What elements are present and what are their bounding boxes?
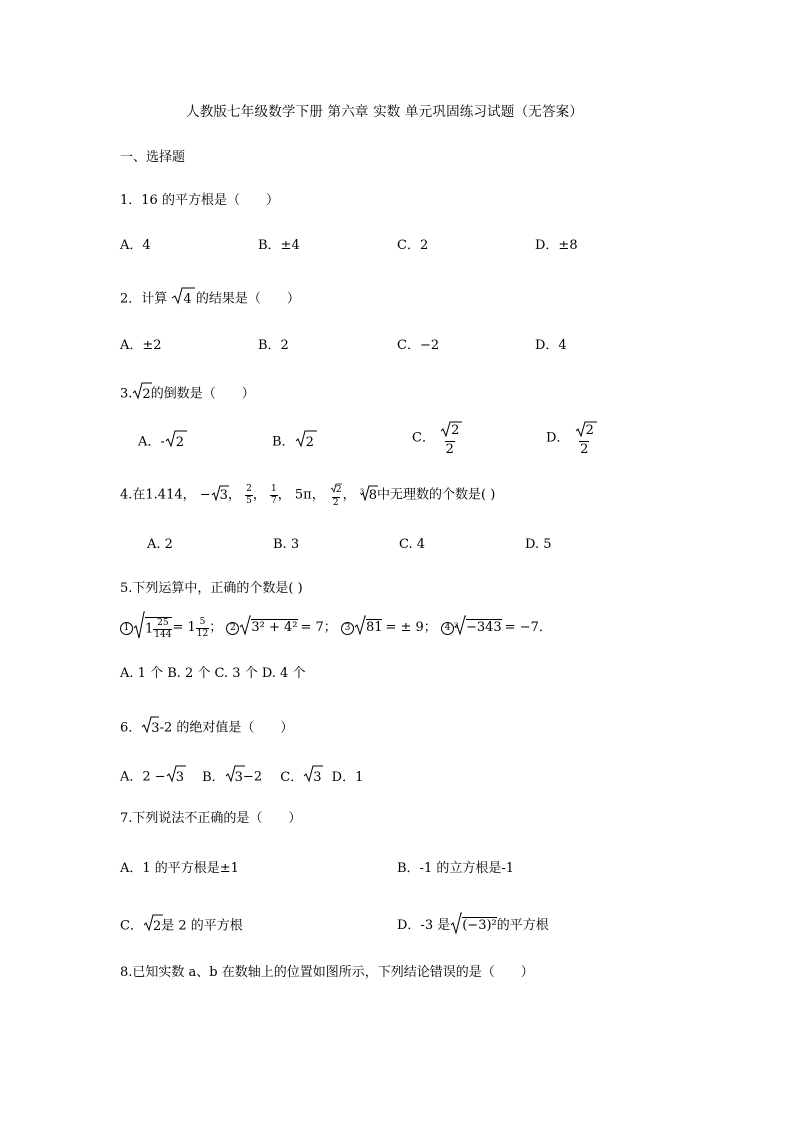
- q3-option-a: [138, 430, 184, 454]
- question-5-stem: 5.下列运算中，正确的个数是( ): [120, 581, 303, 596]
- radicand-box: [145, 617, 172, 640]
- denominator: 144: [154, 629, 172, 640]
- fraction: [153, 619, 172, 640]
- q6-a-radicand: 3: [175, 769, 184, 785]
- q1-option-d: D．±8: [535, 238, 578, 253]
- separator: ；: [209, 620, 223, 635]
- q7-option-a: A．1 的平方根是±1: [120, 861, 239, 876]
- question-8-stem: 8.已知实数 a、b 在数轴上的位置如图所示，下列结论错误的是（ ）: [120, 965, 534, 980]
- q6-stem-post: -2 的绝对值是（ ）: [159, 720, 294, 736]
- q3-d-denominator: 2: [580, 442, 589, 457]
- q7-c-radicand: 2: [152, 918, 162, 934]
- cube-root-radicand: 8: [368, 488, 378, 503]
- q7-c-label: C．: [120, 918, 143, 934]
- equals-text: = 7；: [300, 620, 337, 635]
- comma: ，: [342, 487, 356, 503]
- q7-d-post: 的平方根: [496, 918, 549, 933]
- q6-b-radicand: 3: [234, 769, 243, 785]
- fraction: [196, 618, 209, 639]
- q3-d-numerator: 2: [585, 423, 594, 438]
- circled-number: 1: [120, 622, 133, 635]
- radicand: −343: [465, 620, 502, 635]
- q4-neg: −: [199, 487, 211, 503]
- q1-option-c: C．2: [397, 238, 429, 253]
- q3-c-denominator: 2: [445, 442, 454, 457]
- q3-c-numerator: 2: [451, 423, 460, 438]
- numerator-radicand: 2: [335, 485, 342, 495]
- q3-option-b: [272, 430, 314, 454]
- q7-c-post: 是 2 的平方根: [161, 918, 243, 934]
- question-3-stem: [120, 382, 255, 406]
- q4-option-a: A. 2: [147, 537, 173, 552]
- circled-number: 4: [441, 622, 454, 635]
- q6-options: [120, 765, 363, 789]
- question-1-stem: 1．16 的平方根是（ ）: [120, 193, 279, 208]
- circled-number: 2: [226, 622, 239, 635]
- q4-option-b: B. 3: [273, 537, 300, 552]
- root-index: 3: [359, 488, 365, 496]
- q3-stem-post: 的倒数是（ ）: [150, 386, 255, 402]
- q7-option-d: [397, 912, 549, 934]
- circled-number: 3: [341, 622, 354, 635]
- q2-option-a: A．±2: [120, 338, 162, 353]
- numerator: 2: [246, 484, 252, 494]
- q3-a-label: A．-: [138, 434, 165, 450]
- q7-option-b: B．-1 的立方根是-1: [397, 861, 515, 876]
- q6-option-c: C．: [280, 769, 304, 785]
- q3-c-label: C．: [412, 430, 435, 446]
- question-4-stem: [120, 483, 495, 509]
- numerator: [329, 483, 343, 497]
- q3-b-radicand: 2: [305, 434, 314, 450]
- comma: ，: [227, 487, 241, 503]
- fraction-sqrt2-2: [329, 483, 343, 508]
- denominator: 7: [271, 496, 277, 506]
- equals-text: = 1: [172, 620, 196, 635]
- q4-sqrt3-radicand: 3: [219, 487, 228, 503]
- q5-options: A. 1 个 B. 2 个 C. 3 个 D. 4 个: [120, 666, 306, 681]
- q6-option-a: A．2 −: [120, 769, 166, 785]
- q7-d-label: D．-3 是: [397, 918, 451, 933]
- section-heading: 一、选择题: [120, 150, 186, 165]
- denominator: 2: [332, 498, 339, 508]
- q6-radicand: 3: [151, 720, 160, 736]
- sqrt-symbol: [239, 615, 251, 641]
- q5-expressions: [120, 611, 552, 641]
- q2-stem-pre: 2．计算: [120, 291, 168, 307]
- q3-b-label: B．: [272, 434, 295, 450]
- q6-stem-pre: 6．: [120, 720, 142, 736]
- comma: ，: [252, 487, 266, 503]
- q6-c-radicand: 3: [313, 769, 322, 785]
- q2-radicand: 4: [183, 291, 192, 307]
- q4-option-c: C. 4: [399, 537, 426, 552]
- sqrt-symbol: [354, 615, 366, 641]
- q3-option-c: [412, 421, 460, 457]
- q3-radicand: 2: [142, 386, 151, 402]
- q1-option-b: B．±4: [258, 238, 300, 253]
- q4-pi: 5π，: [294, 487, 325, 503]
- question-7-stem: 7.下列说法不正确的是（ ）: [120, 811, 302, 826]
- fraction-1-7: [270, 485, 278, 506]
- q3-d-label: D．: [546, 430, 570, 446]
- q7-option-c: [120, 914, 243, 938]
- radicand: 81: [365, 620, 383, 635]
- root-index: 3: [453, 621, 459, 630]
- comma: ，: [277, 487, 291, 503]
- denominator: 12: [196, 628, 209, 639]
- denominator: 5: [246, 496, 252, 506]
- page-title: 人教版七年级数学下册 第六章 实数 单元巩固练习试题（无答案）: [186, 104, 584, 120]
- mixed-whole: 1: [145, 621, 154, 636]
- q4-option-d: D. 5: [525, 537, 552, 552]
- q1-option-a: A．4: [120, 238, 151, 253]
- q2-option-b: B．2: [258, 338, 289, 353]
- sqrt-symbol: [133, 611, 145, 645]
- numerator: 1: [271, 484, 277, 494]
- q3-stem-pre: 3.: [120, 386, 133, 402]
- fraction-2-5: [245, 485, 253, 506]
- radicand: 3² + 4²: [251, 620, 298, 635]
- equals-text: = −7．: [504, 620, 552, 635]
- numerator: 5: [199, 616, 206, 627]
- fraction-numerator: [574, 421, 595, 441]
- question-2-stem: [120, 287, 300, 311]
- question-6-stem: [120, 716, 293, 740]
- numerator: 25: [157, 617, 169, 628]
- q6-option-b: B．: [202, 769, 225, 785]
- q3-a-radicand: 2: [175, 434, 185, 450]
- q2-option-c: C．−2: [397, 338, 440, 353]
- fraction-numerator: [439, 421, 460, 441]
- fraction: [574, 421, 595, 456]
- q4-stem-post: 中无理数的个数是( ): [377, 487, 496, 503]
- sqrt-symbol: [450, 912, 462, 940]
- q3-option-d: [546, 421, 595, 457]
- q2-stem-post: 的结果是（ ）: [195, 291, 300, 307]
- q6-option-d: D．1: [331, 769, 364, 785]
- q2-option-d: D．4: [535, 338, 567, 353]
- fraction: [439, 421, 460, 456]
- q6-b-post: −2: [242, 769, 263, 785]
- equals-text: = ± 9；: [385, 620, 437, 635]
- cube-root: [360, 488, 377, 503]
- cube-root: [454, 621, 466, 636]
- q7-d-radicand: (−3)²: [462, 918, 497, 933]
- q4-stem-pre: 4.在1.414，: [120, 487, 196, 503]
